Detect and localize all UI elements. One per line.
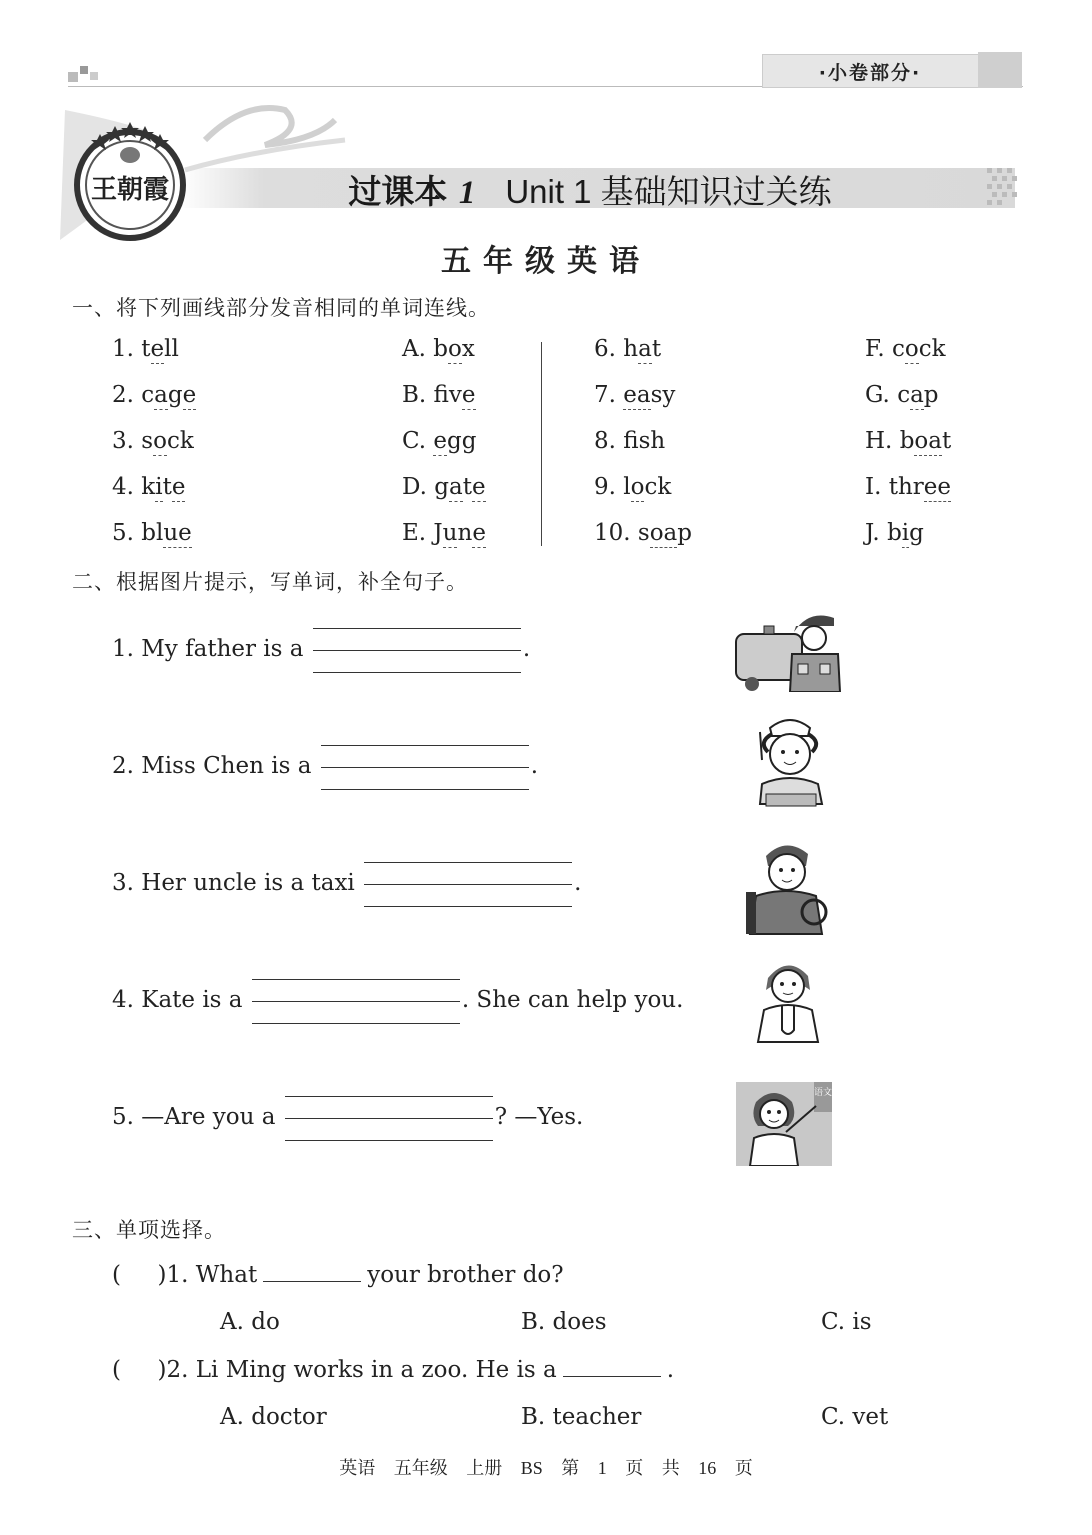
match-word-left[interactable]: 3. sock: [112, 428, 194, 454]
answer-blank[interactable]: [364, 860, 572, 908]
part3-title: 三、单项选择。: [72, 1218, 226, 1242]
match-word-left[interactable]: 5. blue: [112, 520, 192, 546]
match-word-left[interactable]: 9. lock: [594, 474, 672, 500]
title-number: 1: [458, 175, 476, 211]
svg-text:王朝霞: 王朝霞: [90, 175, 170, 205]
match-word-right[interactable]: F. cock: [865, 336, 946, 362]
match-word-right[interactable]: A. box: [402, 336, 475, 362]
match-word-right[interactable]: H. boat: [865, 428, 952, 454]
match-word-right[interactable]: B. fve: [402, 382, 476, 408]
match-word-left[interactable]: 6. hat: [594, 336, 662, 362]
tag-block: [978, 52, 1022, 88]
answer-blank[interactable]: [252, 977, 460, 1025]
match-word-left[interactable]: 8. fsh: [594, 428, 666, 454]
option-b[interactable]: B. teacher: [521, 1404, 642, 1430]
match-word-right[interactable]: E. June: [402, 520, 486, 546]
sentence-4: 4. Kate is a . She can help you.: [112, 977, 683, 1025]
question-1: ( )1. What your brother do?: [112, 1262, 564, 1288]
option-c[interactable]: C. is: [821, 1309, 872, 1335]
match-word-left[interactable]: 4. kite: [112, 474, 186, 500]
match-word-right[interactable]: C. egg: [402, 428, 477, 454]
police-officer-picture: [734, 604, 842, 692]
sentence-3: 3. Her uncle is a taxi .: [112, 860, 581, 908]
answer-paren[interactable]: ( ): [112, 1357, 167, 1383]
page-title: [230, 166, 950, 213]
title-cn: 过课本: [348, 172, 448, 211]
teacher-picture: [736, 1082, 832, 1166]
question-gap: [263, 1263, 361, 1282]
column-divider: [541, 342, 542, 546]
title-unit: Unit 1 基础知识过关练: [505, 173, 832, 210]
sentence-1: 1. My father is a .: [112, 626, 530, 674]
match-word-left[interactable]: 2. cage: [112, 382, 197, 408]
answer-blank[interactable]: [313, 626, 521, 674]
option-b[interactable]: B. does: [521, 1309, 607, 1335]
match-word-left[interactable]: 1. tell: [112, 336, 179, 362]
option-a[interactable]: A. doctor: [220, 1404, 327, 1430]
match-word-right[interactable]: J. big: [865, 520, 924, 546]
doctor-picture: [752, 954, 824, 1044]
answer-paren[interactable]: ( ): [112, 1262, 167, 1288]
option-a[interactable]: A. do: [220, 1309, 280, 1335]
section-tag: ·小卷部分·: [818, 62, 922, 84]
match-word-right[interactable]: I. three: [865, 474, 952, 500]
banner-dots: [985, 166, 1025, 210]
answer-blank[interactable]: [285, 1094, 493, 1142]
sentence-2: 2. Miss Chen is a .: [112, 743, 538, 791]
match-word-right[interactable]: G. cap: [865, 382, 939, 408]
part1-title: 一、将下列画线部分发音相同的单词连线。: [72, 296, 490, 320]
page-footer: 英语 五年级 上册 BS 第 1 页 共 16 页: [339, 1458, 753, 1478]
part2-title: 二、根据图片提示，写单词，补全句子。: [72, 570, 468, 594]
subtitle: 五年级英语: [441, 244, 651, 279]
match-word-left[interactable]: 10. soap: [594, 520, 692, 546]
taxi-driver-picture: [746, 836, 834, 936]
svg-text:语文: 语文: [813, 1088, 832, 1098]
nurse-picture: [748, 712, 832, 816]
option-c[interactable]: C. vet: [821, 1404, 889, 1430]
match-word-left[interactable]: 7. easy: [594, 382, 676, 408]
question-gap: [563, 1358, 661, 1377]
sentence-5: 5. —Are you a ? —Yes.: [112, 1094, 583, 1142]
match-word-right[interactable]: D. gate: [402, 474, 486, 500]
question-2: ( )2. Li Ming works in a zoo. He is a .: [112, 1357, 675, 1383]
answer-blank[interactable]: [321, 743, 529, 791]
